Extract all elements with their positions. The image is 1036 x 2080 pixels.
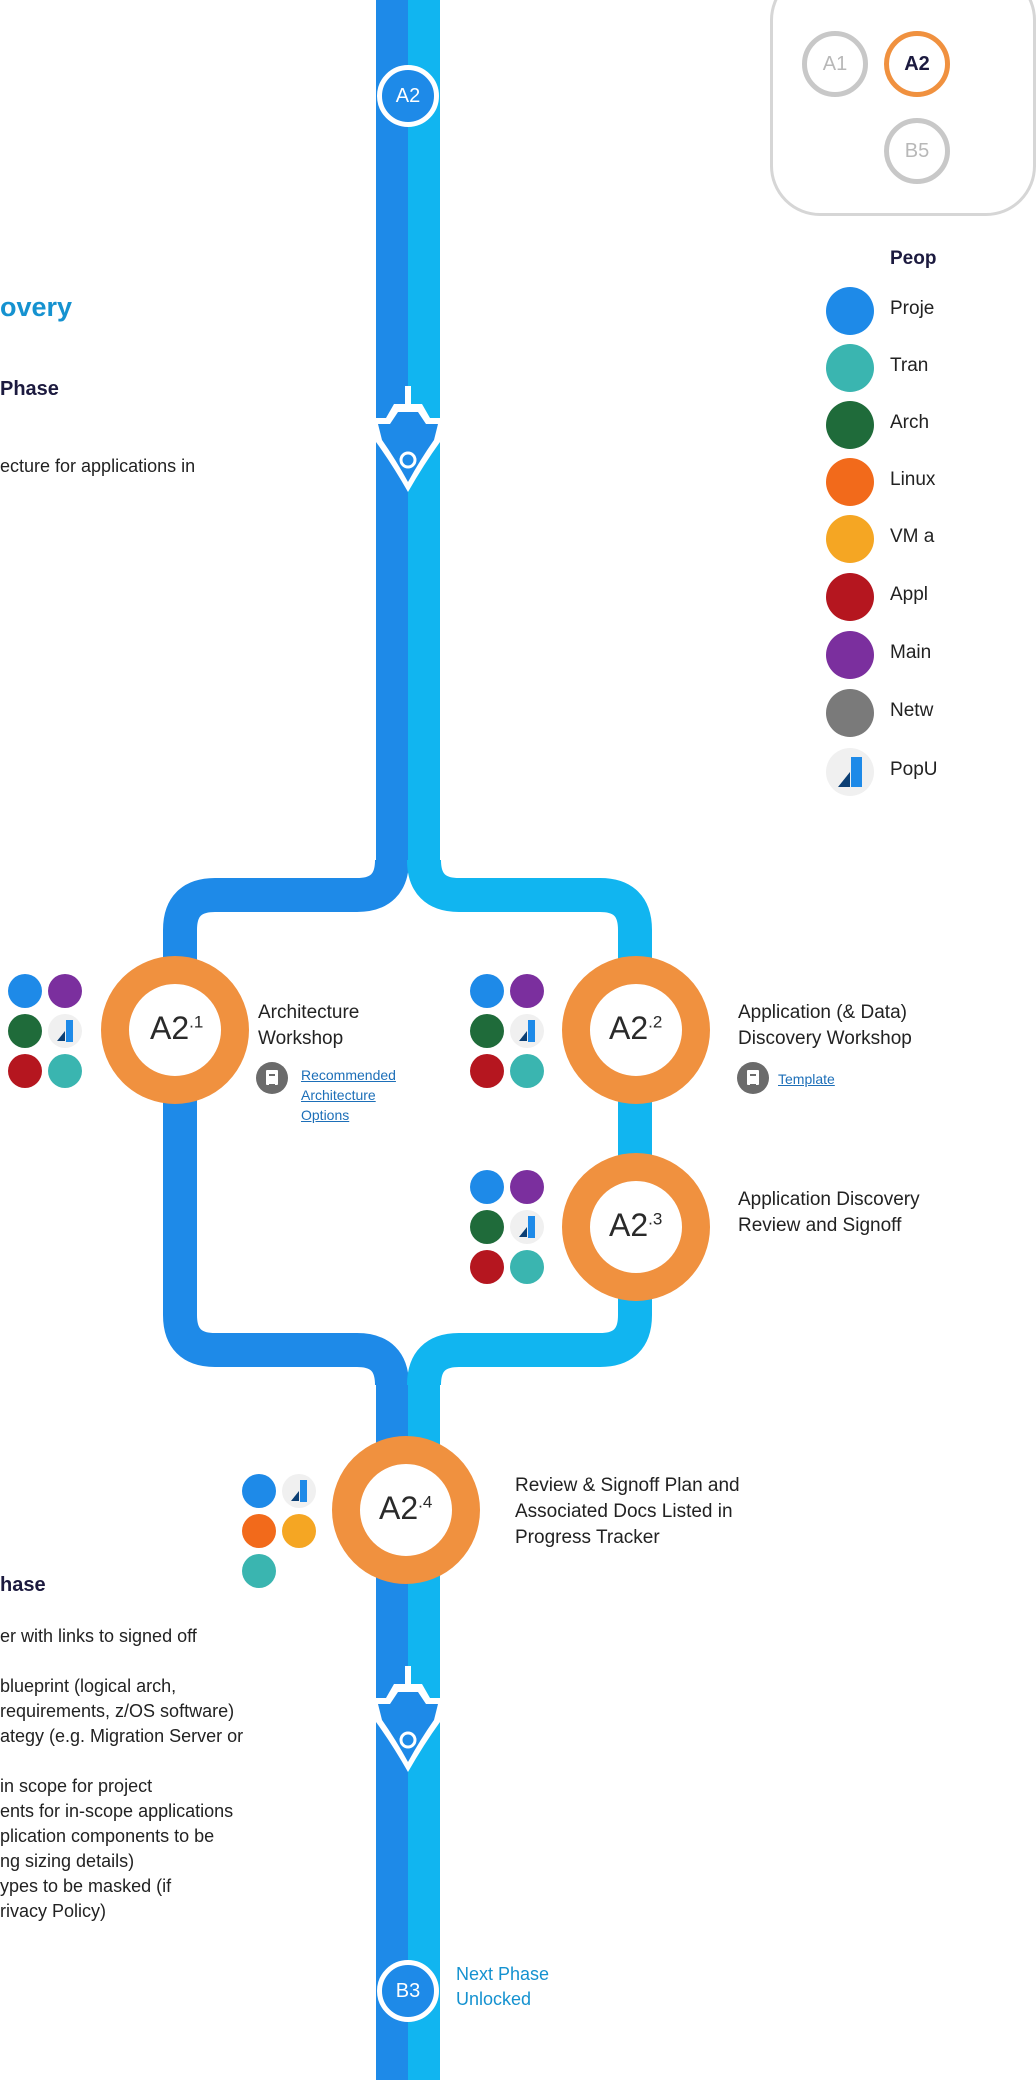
people-item-label: Netw bbox=[890, 700, 934, 721]
list-item: ents for in-scope applications bbox=[0, 1801, 234, 1821]
atom-icon bbox=[510, 1170, 544, 1204]
step-title-1: Architecture Workshop bbox=[258, 1002, 360, 1049]
atom-icon bbox=[48, 974, 82, 1008]
people-item-label: Main bbox=[890, 642, 932, 663]
telescope-icon bbox=[242, 1554, 276, 1588]
template-link[interactable]: Template bbox=[778, 1071, 835, 1087]
nav-chip-a1[interactable]: A1 bbox=[802, 31, 868, 97]
people-item-label: PopU bbox=[890, 759, 938, 780]
phase-chip-current[interactable]: A2 bbox=[377, 65, 439, 127]
step-label-3: $A2^{.3}$ bbox=[609, 1207, 663, 1243]
atom-icon bbox=[510, 974, 544, 1008]
telescope-icon bbox=[510, 1250, 544, 1284]
step-label-1: $A2^{.1}$ bbox=[150, 1010, 204, 1046]
alien-icon bbox=[470, 1170, 504, 1204]
phase-navigator bbox=[770, 0, 1036, 216]
popup-logo-icon bbox=[826, 748, 874, 796]
alien-icon bbox=[470, 974, 504, 1008]
phase-description: ecture for applications in bbox=[0, 456, 196, 476]
people-item-label: Proje bbox=[890, 298, 935, 319]
telescope-icon bbox=[510, 1054, 544, 1088]
telescope-icon bbox=[826, 344, 874, 392]
galaxy-icon bbox=[8, 1014, 42, 1048]
step-title-2: Application (& Data) Discovery Workshop bbox=[738, 1002, 912, 1049]
list-item: plication components to be bbox=[0, 1826, 215, 1846]
step-title-3: Application Discovery Review and Signoff bbox=[738, 1189, 920, 1236]
next-phase-label: Next Phase Unlocked bbox=[456, 1964, 550, 2009]
exit-title: hase bbox=[0, 1574, 46, 1596]
alien-icon bbox=[242, 1474, 276, 1508]
people-item-label: VM a bbox=[890, 526, 935, 547]
people-item-label: Linux bbox=[890, 469, 936, 490]
people-item-label: Tran bbox=[890, 355, 929, 376]
galaxy-icon bbox=[470, 1014, 504, 1048]
alien-icon bbox=[8, 974, 42, 1008]
rocket-icon bbox=[826, 573, 874, 621]
galaxy-icon bbox=[470, 1210, 504, 1244]
list-item: requirements, z/OS software) bbox=[0, 1701, 235, 1721]
telescope-icon bbox=[48, 1054, 82, 1088]
list-item: ng sizing details) bbox=[0, 1851, 135, 1871]
rocket-icon bbox=[470, 1250, 504, 1284]
step-label-4: $A2^{.4}$ bbox=[379, 1490, 433, 1526]
nav-chip-b5[interactable]: B5 bbox=[884, 118, 950, 184]
step-title-4: Review & Signoff Plan and Associated Docs Listed in Progress Tracker bbox=[515, 1475, 740, 1548]
satellite-icon bbox=[826, 689, 874, 737]
backpack-icon bbox=[242, 1514, 276, 1548]
list-item bbox=[0, 1649, 243, 1674]
rocket-icon bbox=[470, 1054, 504, 1088]
popup-logo-icon bbox=[282, 1474, 316, 1508]
list-item: ypes to be masked (if bbox=[0, 1876, 172, 1896]
recommended-architecture-link[interactable]: Recommended Architecture Options bbox=[301, 1067, 396, 1123]
people-legend-title: Peop bbox=[890, 248, 937, 269]
atom-icon bbox=[826, 631, 874, 679]
rocket-icon bbox=[8, 1054, 42, 1088]
list-item bbox=[0, 1749, 243, 1774]
alien-icon bbox=[826, 287, 874, 335]
phase-chip-next[interactable]: B3 bbox=[377, 1960, 439, 2022]
phase-title: overy bbox=[0, 292, 73, 322]
list-item: ategy (e.g. Migration Server or bbox=[0, 1726, 244, 1746]
step-label-2: $A2^{.2}$ bbox=[609, 1010, 663, 1046]
popup-logo-icon bbox=[510, 1014, 544, 1048]
people-item-label: Appl bbox=[890, 584, 929, 605]
nav-chip-a2[interactable]: A2 bbox=[884, 31, 950, 97]
document-icon bbox=[737, 1062, 769, 1094]
ufo-icon bbox=[826, 515, 874, 563]
pipe-branch-right bbox=[424, 860, 635, 1385]
list-item: rivacy Policy) bbox=[0, 1901, 107, 1921]
document-icon bbox=[256, 1062, 288, 1094]
galaxy-icon bbox=[826, 401, 874, 449]
list-item: in scope for project bbox=[0, 1776, 153, 1796]
exit-criteria-list bbox=[0, 1624, 243, 1924]
backpack-icon bbox=[826, 458, 874, 506]
list-item: blueprint (logical arch, bbox=[0, 1676, 177, 1696]
popup-logo-icon bbox=[48, 1014, 82, 1048]
ufo-icon bbox=[282, 1514, 316, 1548]
people-item-label: Arch bbox=[890, 412, 930, 433]
popup-logo-icon bbox=[510, 1210, 544, 1244]
phase-subtitle: Phase bbox=[0, 378, 59, 400]
list-item: er with links to signed off bbox=[0, 1626, 197, 1646]
